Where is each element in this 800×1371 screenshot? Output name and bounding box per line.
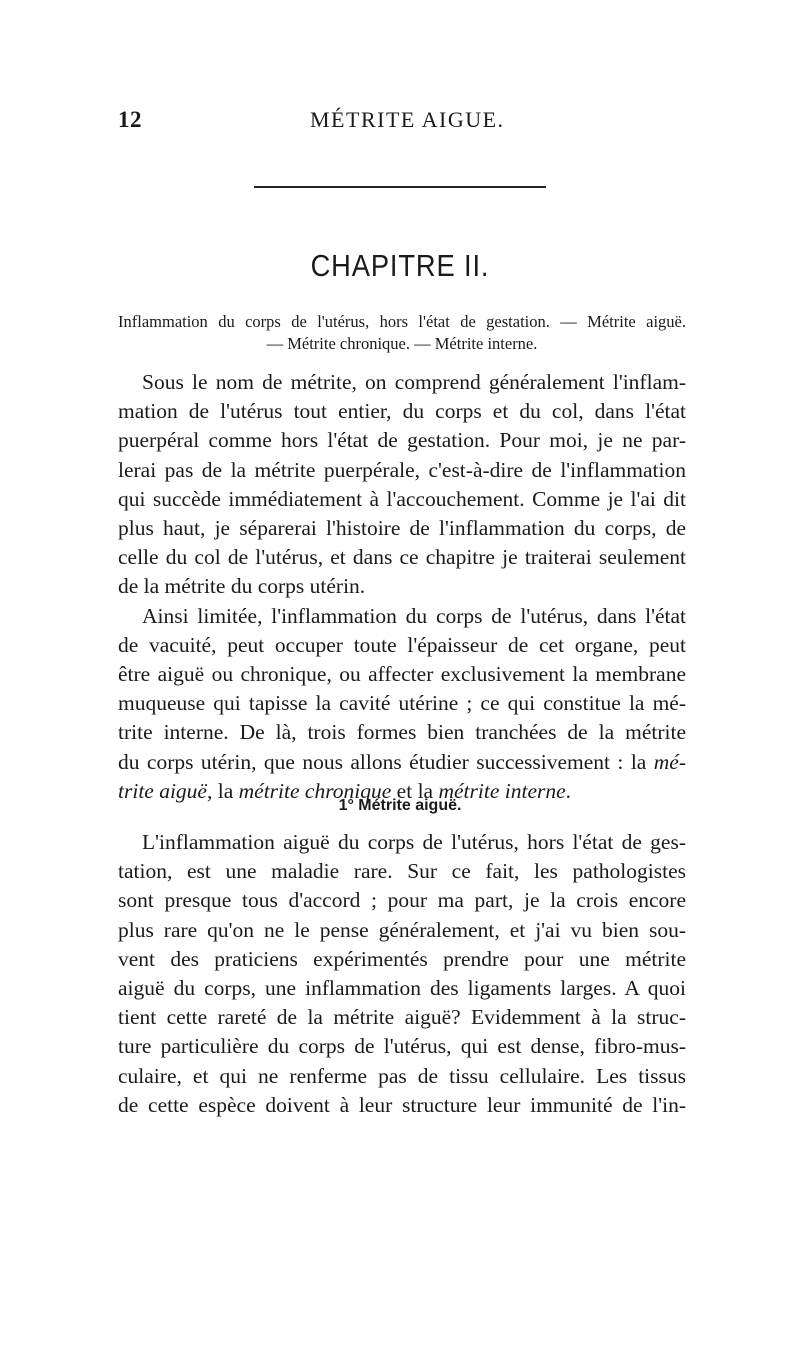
italic-term: métrite chronique <box>238 778 392 803</box>
text-line: plus haut, je séparerai l'histoire de l'inflammation du corps, de <box>118 516 686 541</box>
text-line: tient cette rareté de la métrite aiguë? Evidemment à la struc- <box>118 1005 686 1030</box>
text-line: puerpéral comme hors l'état de gestation. Pour moi, je ne par- <box>118 428 686 453</box>
running-title: MÉTRITE AIGUE. <box>310 107 505 132</box>
text-fragment: et la <box>391 778 439 803</box>
text-line: vent des praticiens expérimentés prendre pour une métrite <box>118 946 686 971</box>
summary-line: — Métrite chronique. — Métrite interne. <box>266 334 538 353</box>
text-line: sont presque tous d'accord ; pour ma part, je la crois encore <box>118 888 686 913</box>
text-line: trite interne. De là, trois formes bien tranchées de la métrite <box>118 720 686 745</box>
paragraph-3 <box>118 828 686 1120</box>
text-fragment: du corps utérin, que nous allons étudier successivement : la <box>118 749 647 774</box>
text-line <box>118 748 686 777</box>
italic-term: mé- <box>653 749 687 774</box>
chapter-summary <box>118 311 686 355</box>
text-line: être aiguë ou chronique, ou affecter exclusivement la membrane <box>118 662 686 687</box>
text-line: tation, est une maladie rare. Sur ce fait, les pathologistes <box>118 859 686 884</box>
text-line: de vacuité, peut occuper toute l'épaisseur de cet organe, peut <box>118 632 686 657</box>
text-line: de cette espèce doivent à leur structure leur immunité de l'in- <box>118 1092 686 1117</box>
page-number: 12 <box>118 107 142 132</box>
text-line: muqueuse qui tapisse la cavité utérine ; ce qui constitue la mé- <box>118 691 686 716</box>
text-line: celle du col de l'utérus, et dans ce chapitre je traiterai seulement <box>118 545 686 570</box>
text-line: lerai pas de la métrite puerpérale, c'est-à-dire de l'inflammation <box>118 457 686 482</box>
paragraph-1 <box>118 368 686 806</box>
running-head <box>118 107 718 137</box>
text-line: plus rare qu'on ne le pense généralement, et j'ai vu bien sou- <box>118 917 686 942</box>
text-line: L'inflammation aiguë du corps de l'utérus, hors l'état de ges- <box>142 830 686 854</box>
text-line: ture particulière du corps de l'utérus, qui est dense, fibro-mus- <box>118 1034 686 1059</box>
italic-term: trite aiguë <box>118 778 207 803</box>
text-line: de la métrite du corps utérin. <box>118 574 366 599</box>
title-rule <box>254 186 546 188</box>
text-line: aiguë du corps, une inflammation des ligaments larges. A quoi <box>118 976 686 1001</box>
text-line: culaire, et qui ne renferme pas de tissu cellulaire. Les tissus <box>118 1063 686 1088</box>
summary-line: Inflammation du corps de l'utérus, hors l'état de gestation. — Métrite aiguë. <box>118 312 686 331</box>
section-heading: 1° Métrite aiguë. <box>338 797 462 814</box>
text-line: qui succède immédiatement à l'accouchement. Comme je l'ai dit <box>118 486 686 511</box>
chapter-title: CHAPITRE II. <box>310 248 490 283</box>
text-line: Ainsi limitée, l'inflammation du corps de l'utérus, dans l'état <box>142 603 686 628</box>
italic-term: métrite interne <box>438 778 566 803</box>
text-fragment: , la <box>206 778 239 803</box>
text-fragment: . <box>565 778 572 803</box>
text-line: mation de l'utérus tout entier, du corps et du col, dans l'état <box>118 399 686 424</box>
text-line: Sous le nom de métrite, on comprend généralement l'inflam- <box>142 370 686 394</box>
